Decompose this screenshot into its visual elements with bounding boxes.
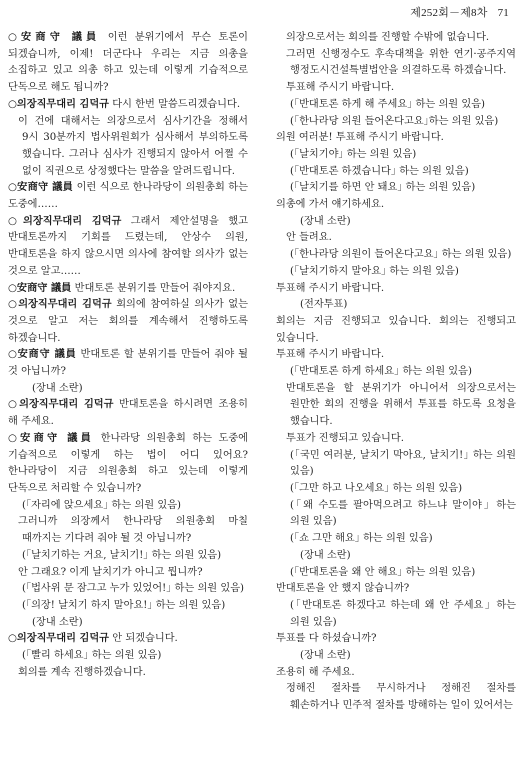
paragraph: 반대토론을 안 했지 않습니까? <box>276 583 410 595</box>
speaker-name: ○의장직무대리 김덕규 <box>8 633 110 645</box>
page-header <box>410 4 509 20</box>
paragraph: 정해진 절차를 무시하거나 정해진 절차를 훼손하거나 민주적 절차를 방해하는 일이 있어서는 <box>286 683 516 712</box>
utterance-text: 그래서 제안설명을 했고 반대토론까지 기회를 드렸는데, 안상수 의원, 반대토론을 하지 않으시면 의사에 참여할 의사가 없는 것으로 알고…… <box>8 215 248 277</box>
floor-interjection: (｢날치기하지 말아요｣ 하는 의원 있음) <box>290 265 459 277</box>
floor-interjection: (｢반대토론 하겠습니다｣ 하는 의원 있음) <box>290 165 469 177</box>
floor-interjection: (｢의장! 날치기 하지 말아요!｣ 하는 의원 있음) <box>22 599 226 611</box>
speaker-utterance <box>8 397 248 430</box>
utterance-text: 다시 한번 말씀드리겠습니다. <box>109 98 241 110</box>
paragraph: 투표해 주시기 바랍니다. <box>276 282 385 294</box>
utterance-text: 안 되겠습니다. <box>109 633 178 645</box>
stage-note: (장내 소란) <box>300 650 351 662</box>
speaker-utterance <box>8 180 248 213</box>
paragraph: 그러면 신행정수도 후속대책을 위한 연기·공주지역 행정도시건설특별법안을 의결하도록 하겠습니다. <box>286 48 516 77</box>
floor-interjection: (｢빨리 하세요｣ 하는 의원 있음) <box>22 650 162 662</box>
stage-note: (장내 소란) <box>32 382 83 394</box>
paragraph: 반대토론을 할 분위기가 아니어서 의장으로서는 원만한 회의 진행을 위해서 투표를 하도록 요청을 했습니다. <box>286 382 516 428</box>
speaker-utterance <box>8 347 248 380</box>
utterance-text: 이런 식으로 한나라당이 의원총회 하는 도중에…… <box>8 182 248 211</box>
speaker-name: ○의장직무대리 김덕규 <box>8 215 122 227</box>
paragraph: 이 건에 대해서는 의장으로서 심사기간을 정해서 9시 30분까지 법사위원회가 심사해서 부의하도록 했습니다. 그러나 심사가 진행되지 않아서 어쩔 수 없이 직권으로 상정했다는 말씀을 알려드립니다. <box>18 115 248 177</box>
speaker-name: ○의장직무대리 김덕규 <box>8 399 114 411</box>
speaker-name: ○安商守 議員 <box>8 182 74 194</box>
transcript-column-left <box>8 30 248 681</box>
utterance-text: 한나라당 의원총회 하는 도중에 기습적으로 이렇게 하는 법이 어디 있어요? 한나라당이 지금 의원총회 하고 있는데 이렇게 단독으로 처리할 수 있습니까? <box>8 432 249 494</box>
session-label: 제252회－제8차 <box>410 7 488 19</box>
speaker-utterance <box>8 297 248 347</box>
floor-interjection: (｢반대토론 하게 하세요｣ 하는 의원 있음) <box>290 366 472 378</box>
speaker-name: ○의장직무대리 김덕규 <box>8 98 110 110</box>
paragraph: 의원 여러분! 투표해 주시기 바랍니다. <box>276 132 444 144</box>
paragraph: 안 그래요? 이게 날치기가 아니고 뭡니까? <box>18 566 203 578</box>
speaker-utterance <box>8 431 248 498</box>
speaker-utterance <box>8 281 248 298</box>
stage-note: (장내 소란) <box>300 215 351 227</box>
floor-interjection: (｢반대토론 하겠다고 하는데 왜 안 주세요｣ 하는 의원 있음) <box>290 599 516 628</box>
floor-interjection: (｢쇼 그만 해요｣ 하는 의원 있음) <box>290 533 433 545</box>
paragraph: 안 들려요. <box>286 232 332 244</box>
floor-interjection: (｢왜 수도를 팔아먹으려고 하느냐 말이야｣ 하는 의원 있음) <box>290 499 516 528</box>
speaker-name: ○安商守 議員 <box>8 432 95 444</box>
floor-interjection: (｢반대토론 하게 해 주세요｣ 하는 의원 있음) <box>290 98 486 110</box>
utterance-text: 반대토론 할 분위기를 만들어 줘야 될 것 아닙니까? <box>8 349 248 378</box>
floor-interjection: (｢한나라당 의원 들어온다고요｣하는 의원 있음) <box>290 115 499 127</box>
paragraph: 회의를 계속 진행하겠습니다. <box>18 666 146 678</box>
transcript-column-right <box>276 30 516 715</box>
paragraph: 의총에 가서 얘기하세요. <box>276 199 385 211</box>
paragraph: 조용히 해 주세요. <box>276 666 355 678</box>
floor-interjection: (｢날치기야｣ 하는 의원 있음) <box>290 148 417 160</box>
paragraph: 투표가 진행되고 있습니다. <box>286 432 404 444</box>
floor-interjection: (｢한나라당 의원이 들어온다고요｣ 하는 의원 있음) <box>290 249 512 261</box>
utterance-text: 이런 분위기에서 무슨 토론이 되겠습니까, 이제! 더군다나 우리는 지금 의총을 소집하고 있고 의총 하고 있는데 이렇게 기습적으로 단독으로 해도 됩니까? <box>8 32 249 94</box>
speaker-name: ○安商守 議員 <box>8 32 101 43</box>
floor-interjection: (｢날치기하는 거요, 날치기!｣ 하는 의원 있음) <box>22 549 222 561</box>
floor-interjection: (｢자리에 앉으세요｣ 하는 의원 있음) <box>22 499 182 511</box>
floor-interjection: (｢반대토론을 왜 안 해요｣ 하는 의원 있음) <box>290 566 476 578</box>
utterance-text: 반대토론 분위기를 만들어 줘야지요. <box>71 282 236 294</box>
floor-interjection: (｢국민 여러분, 날치기 막아요, 날치기!｣ 하는 의원 있음) <box>290 449 516 478</box>
paragraph: 투표해 주시기 바랍니다. <box>276 349 385 361</box>
speaker-name: ○安商守 議員 <box>8 282 72 294</box>
speaker-name: ○安商守 議員 <box>8 349 77 361</box>
paragraph: 그러니까 의장께서 한나라당 의원총회 마칠 때까지는 기다려 줘야 될 것 아닙니까? <box>18 516 248 545</box>
stage-note: (전자투표) <box>300 299 348 311</box>
utterance-text: 회의에 참여하실 의사가 없는 것으로 알고 저는 회의를 계속해서 진행하도록 하겠습니다. <box>8 299 248 344</box>
speaker-utterance <box>8 30 248 97</box>
speaker-utterance <box>8 631 248 648</box>
page-number: 71 <box>497 7 509 19</box>
floor-interjection: (｢그만 하고 나오세요｣ 하는 의원 있음) <box>290 482 463 494</box>
stage-note: (장내 소란) <box>32 616 83 628</box>
speaker-utterance <box>8 97 248 114</box>
floor-interjection: (｢날치기를 하면 안 돼요｣ 하는 의원 있음) <box>290 182 476 194</box>
paragraph: 투표를 다 하셨습니까? <box>276 633 377 645</box>
paragraph: 투표해 주시기 바랍니다. <box>286 82 395 94</box>
paragraph: 회의는 지금 진행되고 있습니다. 회의는 진행되고 있습니다. <box>276 315 516 344</box>
utterance-text: 반대토론을 하시려면 조용히 해 주세요. <box>8 399 248 428</box>
speaker-utterance <box>8 214 248 281</box>
speaker-name: ○의장직무대리 김덕규 <box>8 299 112 311</box>
floor-interjection: (｢법사위 문 잠그고 누가 있었어!｣ 하는 의원 있음) <box>22 583 245 595</box>
stage-note: (장내 소란) <box>300 549 351 561</box>
paragraph: 의장으로서는 회의를 진행할 수밖에 없습니다. <box>286 32 490 43</box>
